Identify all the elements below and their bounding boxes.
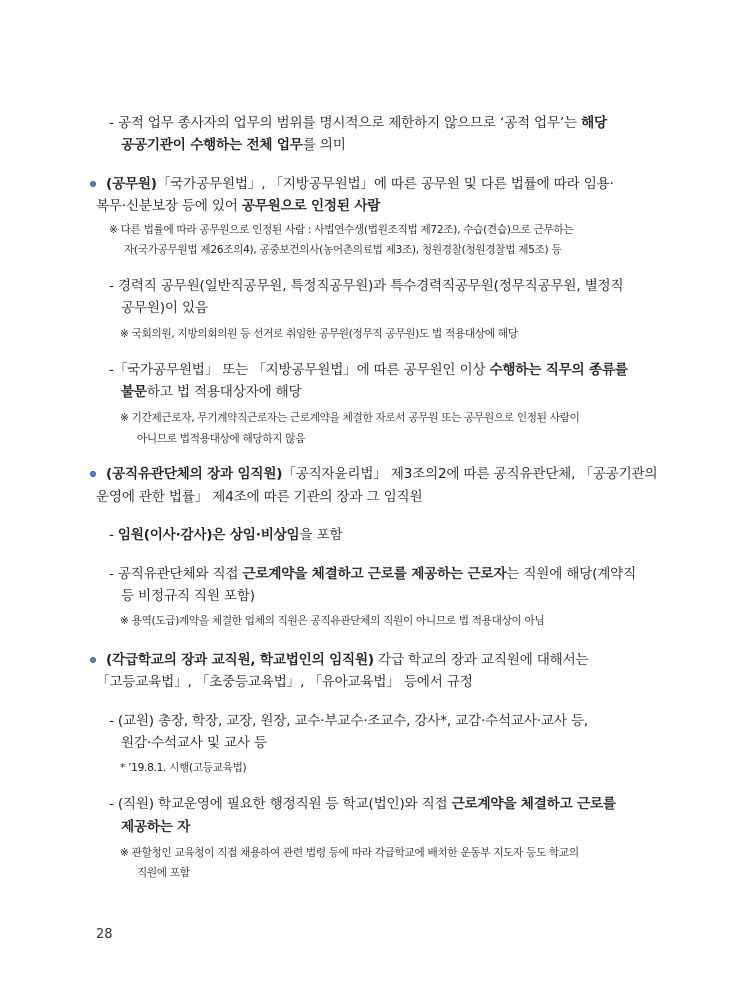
bold-text: (각급학교의 장과 교직원, 학교법인의 임직원) xyxy=(106,652,374,668)
note-line xyxy=(124,242,561,258)
blue-dot-bullet-icon xyxy=(90,471,96,477)
text-line xyxy=(121,817,190,837)
note-line xyxy=(137,865,190,881)
text-segment: ※ 용역(도급)계약을 체결한 업체의 직원은 공직유관단체의 직원이 아니므로 법 적용대상이 아님 xyxy=(120,615,545,627)
text-segment: 하고 법 적용대상자에 해당 xyxy=(146,384,302,400)
text-line xyxy=(96,672,473,692)
text-segment: 「국가공무원법」, 「지방공무원법」에 따른 공무원 및 다른 법률에 따라 임용· xyxy=(156,176,614,192)
bold-text: (공무원) xyxy=(106,176,157,192)
text-segment: 자(국가공무원법 제26조의4), 공중보건의사(농어촌의료법 제3조), 청원경찰(청원경찰법 제5조) 등 xyxy=(124,244,562,256)
text-line xyxy=(109,525,342,545)
text-line xyxy=(109,276,623,296)
note-line xyxy=(120,410,580,426)
text-segment: ※ 관할청인 교육청이 직접 채용하여 관련 법령 등에 따라 각급학교에 배치한 운동부 지도자 등도 학교의 xyxy=(120,847,579,859)
bold-text: 근로계약을 체결하고 근로를 xyxy=(451,796,616,812)
text-segment: - (교원) 총장, 학장, 교장, 원장, 교수·부교수·조교수, 강사*, 교감·수석교사·교사 등, xyxy=(109,713,588,729)
text-line xyxy=(96,196,380,216)
text-line xyxy=(109,360,628,380)
bold-text: 공공기관이 수행하는 전체 업무 xyxy=(121,137,303,153)
section-heading-line xyxy=(106,650,588,670)
text-line xyxy=(121,135,346,155)
text-segment: - (직원) 학교운영에 필요한 행정직원 등 학교(법인)와 직접 xyxy=(109,796,452,812)
text-segment: ※ 국회의원, 지방의회의원 등 선거로 취임한 공무원(정무직 공무원)도 법 적용대상에 해당 xyxy=(120,328,518,340)
note-line xyxy=(109,222,573,238)
text-line xyxy=(121,298,208,318)
bold-text: (공직유관단체의 장과 임직원) xyxy=(106,466,283,482)
blue-dot-bullet-icon xyxy=(90,181,96,187)
text-segment: 원감·수석교사 및 교사 등 xyxy=(121,735,267,751)
text-segment: 아니므로 법적용대상에 해당하지 않음 xyxy=(137,433,306,445)
bold-text: 불문 xyxy=(121,384,147,400)
bold-text: 공무원으로 인정된 사람 xyxy=(241,198,381,214)
text-line xyxy=(96,487,422,507)
text-segment: 「고등교육법」, 「초중등교육법」, 「유아교육법」 등에서 규정 xyxy=(96,674,473,690)
text-segment: -「국가공무원법」 또는 「지방공무원법」에 따른 공무원인 이상 xyxy=(109,362,490,378)
text-segment: 를 의미 xyxy=(302,137,346,153)
text-segment: 는 직원에 해당(계약직 xyxy=(506,566,637,582)
note-line xyxy=(120,760,246,776)
text-line xyxy=(109,564,636,584)
text-segment: 직원에 포함 xyxy=(137,867,190,879)
page-number: 28 xyxy=(96,927,113,942)
text-segment: 복무·신분보장 등에 있어 xyxy=(96,198,242,214)
bold-text: 근로계약을 체결하고 근로를 제공하는 근로자 xyxy=(242,566,507,582)
text-segment: - 공적 업무 종사자의 업무의 범위를 명시적으로 제한하지 않으므로 ‘공적 업무’는 xyxy=(109,115,582,131)
text-line xyxy=(121,586,255,606)
text-segment: 공무원)이 있음 xyxy=(121,300,208,316)
bold-text: 임원(이사·감사)은 상임·비상임 xyxy=(117,527,300,543)
text-line xyxy=(121,733,267,753)
text-line xyxy=(109,711,588,731)
text-segment: 각급 학교의 장과 교직원에 대해서는 xyxy=(373,652,589,668)
bold-text: 해당 xyxy=(581,115,607,131)
text-line xyxy=(109,794,616,814)
section-heading-line xyxy=(106,464,657,484)
text-segment: 을 포함 xyxy=(299,527,343,543)
text-segment: 등 비정규직 직원 포함) xyxy=(121,588,255,604)
text-segment: 운영에 관한 법률」 제4조에 따른 기관의 장과 그 임직원 xyxy=(96,489,423,505)
text-line xyxy=(109,113,607,133)
text-segment: - xyxy=(109,527,118,543)
blue-dot-bullet-icon xyxy=(90,657,96,663)
text-segment: ※ 다른 법률에 따라 공무원으로 인정된 사람 : 사법연수생(법원조직법 제72조), 수습(견습)으로 근무하는 xyxy=(109,224,574,236)
text-segment: 「공직자윤리법」 제3조의2에 따른 공직유관단체, 「공공기관의 xyxy=(282,466,658,482)
text-segment: * ’19.8.1. 시행(고등교육법) xyxy=(120,762,247,774)
note-line xyxy=(120,326,518,342)
section-heading-line xyxy=(106,174,614,194)
note-line xyxy=(120,613,544,629)
note-line xyxy=(120,845,579,861)
bold-text: 수행하는 직무의 종류를 xyxy=(489,362,628,378)
text-segment: ※ 기간제근로자, 무기계약직근로자는 근로계약을 체결한 자로서 공무원 또는 공무원으로 인정된 사람이 xyxy=(120,412,580,424)
bold-text: 제공하는 자 xyxy=(121,819,191,835)
text-segment: - 경력직 공무원(일반직공무원, 특정직공무원)과 특수경력직공무원(정무직공무원, 별정직 xyxy=(109,278,624,294)
text-line xyxy=(121,382,302,402)
text-segment: - 공직유관단체와 직접 xyxy=(109,566,243,582)
note-line xyxy=(137,431,305,447)
